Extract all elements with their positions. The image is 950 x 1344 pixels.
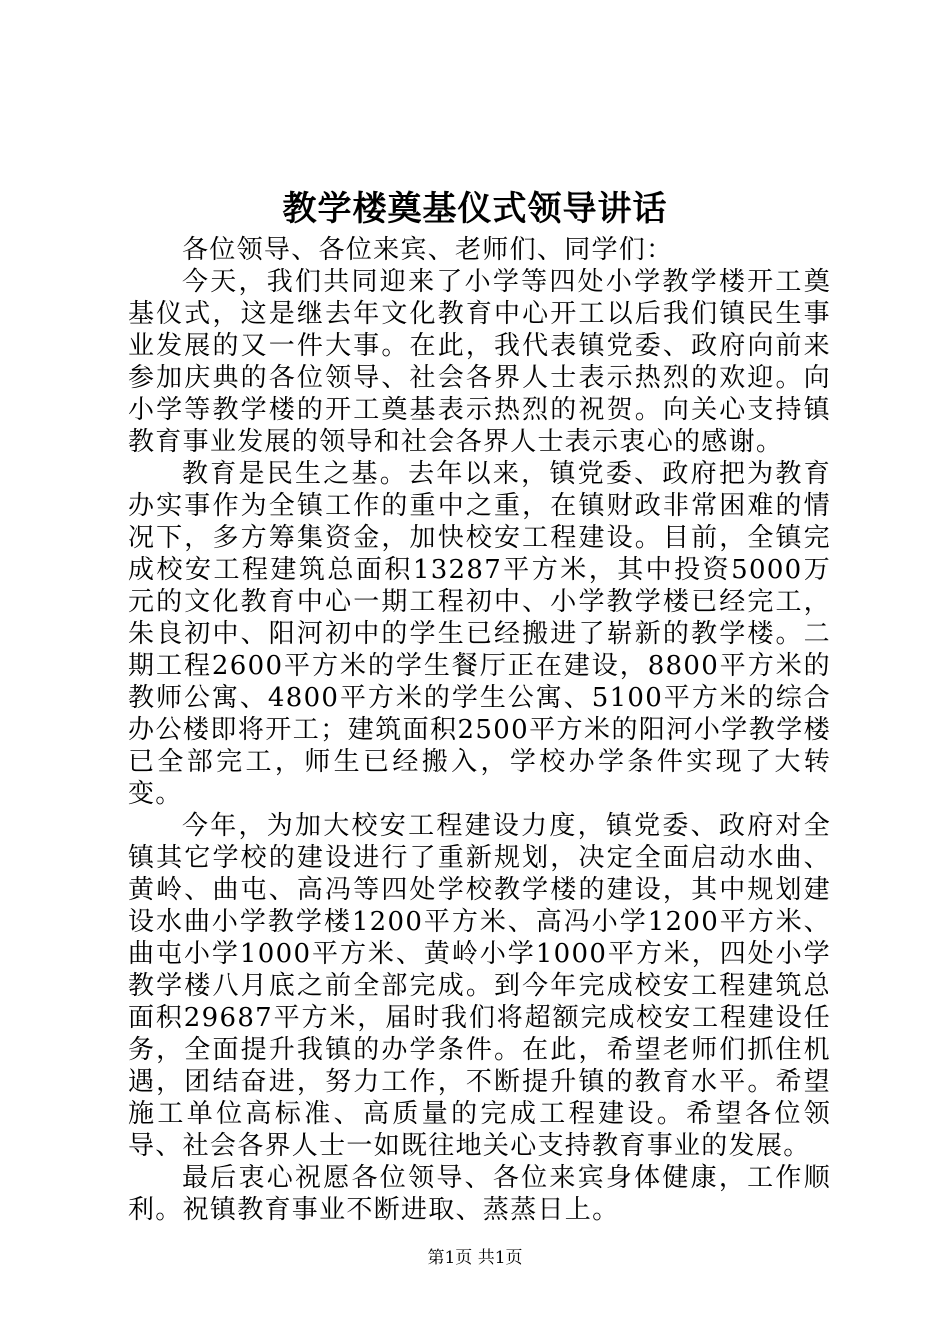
page-number-footer: 第1页 共1页 <box>427 1248 523 1268</box>
body-paragraph-3: 今年，为加大校安工程建设力度，镇党委、政府对全镇其它学校的建设进行了重新规划，决定全面启动水曲、黄岭、曲屯、高冯等四处学校教学楼的建设，其中规划建设水曲小学教学楼1200平方米、高冯小学1200平方米、曲屯小学1000平方米、黄岭小学1000平方米，四处小学教学楼八月底之前全部完成。到今年完成校安工程建筑总面积29687平方米，届时我们将超额完成校安工程建设任务，全面提升我镇的办学条件。在此，希望老师们抓住机遇，团结奋进，努力工作，不断提升镇的教育水平。希望施工单位高标准、高质量的完成工程建设。希望各位领导、社会各界人士一如既往地关心支持教育事业的发展。 <box>128 811 831 1161</box>
document-body <box>128 234 831 1226</box>
greeting-paragraph: 各位领导、各位来宾、老师们、同学们： <box>182 235 674 265</box>
body-paragraph-1: 今天，我们共同迎来了小学等四处小学教学楼开工奠基仪式，这是继去年文化教育中心开工以后我们镇民生事业发展的又一件大事。在此，我代表镇党委、政府向前来参加庆典的各位领导、社会各界人士表示热烈的欢迎。向小学等教学楼的开工奠基表示热烈的祝贺。向关心支持镇教育事业发展的领导和社会各界人士表示衷心的感谢。 <box>128 267 831 457</box>
body-paragraph-4: 最后衷心祝愿各位领导、各位来宾身体健康，工作顺利。祝镇教育事业不断进取、蒸蒸日上。 <box>128 1163 831 1225</box>
body-paragraph-2: 教育是民生之基。去年以来，镇党委、政府把为教育办实事作为全镇工作的重中之重，在镇财政非常困难的情况下，多方筹集资金，加快校安工程建设。目前，全镇完成校安工程建筑总面积13287平方米，其中投资5000万元的文化教育中心一期工程初中、小学教学楼已经完工，朱良初中、阳河初中的学生已经搬进了崭新的教学楼。二期工程2600平方米的学生餐厅正在建设，8800平方米的教师公寓、4800平方米的学生公寓、5100平方米的综合办公楼即将开工；建筑面积2500平方米的阳河小学教学楼已全部完工，师生已经搬入，学校办学条件实现了大转变。 <box>128 459 831 809</box>
document-title: 教学楼奠基仪式领导讲话 <box>282 189 668 229</box>
